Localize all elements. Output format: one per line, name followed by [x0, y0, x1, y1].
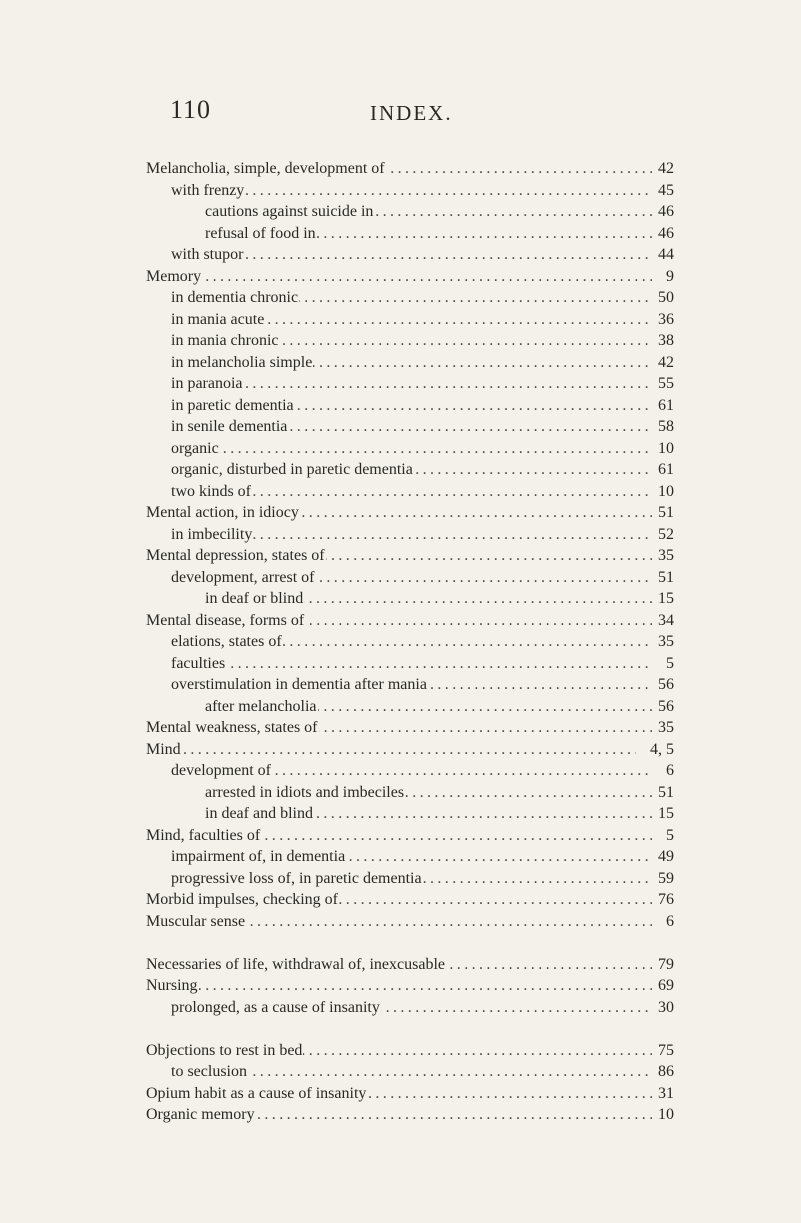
entry-page-ref: 9 — [652, 266, 674, 288]
entry-term: Nursing — [146, 975, 199, 997]
entry-page-ref: 6 — [652, 911, 674, 933]
index-entry — [0, 717, 801, 739]
entry-term: development, arrest of — [171, 567, 316, 589]
index-entry — [0, 782, 801, 804]
entry-page-ref: 30 — [652, 997, 674, 1019]
index-entry — [0, 266, 801, 288]
entry-term: impairment of, in dementia — [171, 846, 346, 868]
index-entry — [0, 330, 801, 352]
entry-page-ref: 35 — [652, 545, 674, 567]
entry-term: refusal of food in — [205, 223, 317, 245]
entry-term: development of — [171, 760, 272, 782]
running-head-title: INDEX. — [370, 101, 453, 125]
entry-term: in senile dementia — [171, 416, 288, 438]
entry-page-ref: 10 — [652, 438, 674, 460]
entry-page-ref: 5 — [652, 825, 674, 847]
entry-page-ref: 61 — [652, 459, 674, 481]
index-entry — [0, 158, 801, 180]
entry-page-ref: 49 — [652, 846, 674, 868]
entry-page-ref: 45 — [652, 180, 674, 202]
entry-page-ref: 10 — [652, 481, 674, 503]
index-entry — [0, 244, 801, 266]
entry-term: to seclusion — [171, 1061, 248, 1083]
entry-term: in imbecility — [171, 524, 253, 546]
entry-page-ref: 51 — [652, 567, 674, 589]
entry-page-ref: 55 — [652, 373, 674, 395]
index-entry — [0, 868, 801, 890]
index-entry — [0, 287, 801, 309]
entry-term: Objections to rest in bed — [146, 1040, 303, 1062]
index-list — [0, 158, 801, 1147]
index-entry — [0, 954, 801, 976]
dot-leader — [146, 975, 653, 997]
entry-page-ref: 56 — [652, 696, 674, 718]
entry-term: in deaf or blind — [205, 588, 304, 610]
entry-page-ref: 15 — [652, 803, 674, 825]
index-entry — [0, 975, 801, 997]
entry-term: after melancholia — [205, 696, 318, 718]
entry-term: in paranoia — [171, 373, 244, 395]
entry-term: Melancholia, simple, development of — [146, 158, 386, 180]
entry-page-ref: 34 — [652, 610, 674, 632]
entry-page-ref: 51 — [652, 502, 674, 524]
entry-page-ref: 35 — [652, 631, 674, 653]
entry-term: in melancholia simple — [171, 352, 313, 374]
entry-term: overstimulation in dementia after mania — [171, 674, 428, 696]
index-entry — [0, 610, 801, 632]
entry-page-ref: 61 — [652, 395, 674, 417]
index-entry — [0, 438, 801, 460]
entry-page-ref: 6 — [652, 760, 674, 782]
index-entry — [0, 846, 801, 868]
index-entry — [0, 309, 801, 331]
entry-term: Organic memory — [146, 1104, 256, 1126]
entry-page-ref: 86 — [652, 1061, 674, 1083]
entry-term: organic — [171, 438, 220, 460]
index-entry — [0, 653, 801, 675]
entry-page-ref: 38 — [652, 330, 674, 352]
index-entry — [0, 889, 801, 911]
index-group-n — [0, 954, 801, 1019]
index-entry — [0, 180, 801, 202]
entry-term: in deaf and blind — [205, 803, 314, 825]
entry-term: Mental depression, states of — [146, 545, 326, 567]
entry-term: faculties — [171, 653, 226, 675]
index-entry — [0, 1040, 801, 1062]
entry-page-ref: 75 — [652, 1040, 674, 1062]
entry-page-ref: 31 — [652, 1083, 674, 1105]
entry-term: two kinds of — [171, 481, 252, 503]
entry-term: Mind — [146, 739, 182, 761]
entry-term: organic, disturbed in paretic dementia — [171, 459, 414, 481]
entry-page-ref: 36 — [652, 309, 674, 331]
index-entry — [0, 760, 801, 782]
entry-term: with frenzy — [171, 180, 245, 202]
entry-page-ref: 44 — [652, 244, 674, 266]
entry-term: Mental action, in idiocy — [146, 502, 300, 524]
index-entry — [0, 201, 801, 223]
entry-term: in mania chronic — [171, 330, 280, 352]
index-group-o — [0, 1040, 801, 1126]
entry-page-ref: 5 — [652, 653, 674, 675]
index-entry — [0, 696, 801, 718]
entry-page-ref: 76 — [652, 889, 674, 911]
entry-term: in dementia chronic — [171, 287, 299, 309]
entry-page-ref: 46 — [652, 223, 674, 245]
entry-term: prolonged, as a cause of insanity — [171, 997, 381, 1019]
entry-term: Mind, faculties of — [146, 825, 261, 847]
index-entry — [0, 588, 801, 610]
entry-page-ref: 52 — [652, 524, 674, 546]
dot-leader — [146, 266, 653, 288]
entry-page-ref: 59 — [652, 868, 674, 890]
index-entry — [0, 395, 801, 417]
entry-term: with stupor — [171, 244, 244, 266]
index-entry — [0, 502, 801, 524]
entry-page-ref: 50 — [652, 287, 674, 309]
dot-leader — [146, 739, 636, 761]
entry-page-ref: 4, 5 — [638, 739, 674, 761]
entry-term: Muscular sense — [146, 911, 246, 933]
entry-page-ref: 42 — [652, 352, 674, 374]
index-entry — [0, 739, 801, 761]
entry-term: arrested in idiots and imbeciles — [205, 782, 405, 804]
entry-term: cautions against suicide in — [205, 201, 374, 223]
index-entry — [0, 545, 801, 567]
entry-page-ref: 58 — [652, 416, 674, 438]
index-entry — [0, 567, 801, 589]
index-entry — [0, 911, 801, 933]
entry-term: in mania acute — [171, 309, 265, 331]
entry-term: Morbid impulses, checking of — [146, 889, 339, 911]
index-group-m — [0, 158, 801, 932]
index-entry — [0, 223, 801, 245]
page-header — [0, 95, 801, 131]
index-entry — [0, 631, 801, 653]
entry-page-ref: 15 — [652, 588, 674, 610]
entry-page-ref: 46 — [652, 201, 674, 223]
entry-term: Mental weakness, states of — [146, 717, 319, 739]
entry-page-ref: 51 — [652, 782, 674, 804]
index-entry — [0, 524, 801, 546]
index-entry — [0, 674, 801, 696]
entry-term: in paretic dementia — [171, 395, 295, 417]
index-entry — [0, 416, 801, 438]
page-number: 110 — [170, 95, 212, 124]
entry-page-ref: 79 — [652, 954, 674, 976]
index-entry — [0, 825, 801, 847]
entry-term: Necessaries of life, withdrawal of, inexcusable — [146, 954, 446, 976]
index-entry — [0, 481, 801, 503]
entry-term: Mental disease, forms of — [146, 610, 305, 632]
index-entry — [0, 803, 801, 825]
dot-leader — [171, 653, 653, 675]
index-entry — [0, 459, 801, 481]
entry-term: Memory — [146, 266, 202, 288]
index-entry — [0, 1061, 801, 1083]
dot-leader — [171, 438, 653, 460]
index-entry — [0, 1104, 801, 1126]
entry-term: Opium habit as a cause of insanity — [146, 1083, 367, 1105]
entry-page-ref: 42 — [652, 158, 674, 180]
entry-page-ref: 69 — [652, 975, 674, 997]
entry-page-ref: 35 — [652, 717, 674, 739]
entry-page-ref: 56 — [652, 674, 674, 696]
index-entry — [0, 1083, 801, 1105]
index-entry — [0, 997, 801, 1019]
entry-term: progressive loss of, in paretic dementia — [171, 868, 423, 890]
index-entry — [0, 373, 801, 395]
entry-term: elations, states of — [171, 631, 283, 653]
index-entry — [0, 352, 801, 374]
entry-page-ref: 10 — [652, 1104, 674, 1126]
